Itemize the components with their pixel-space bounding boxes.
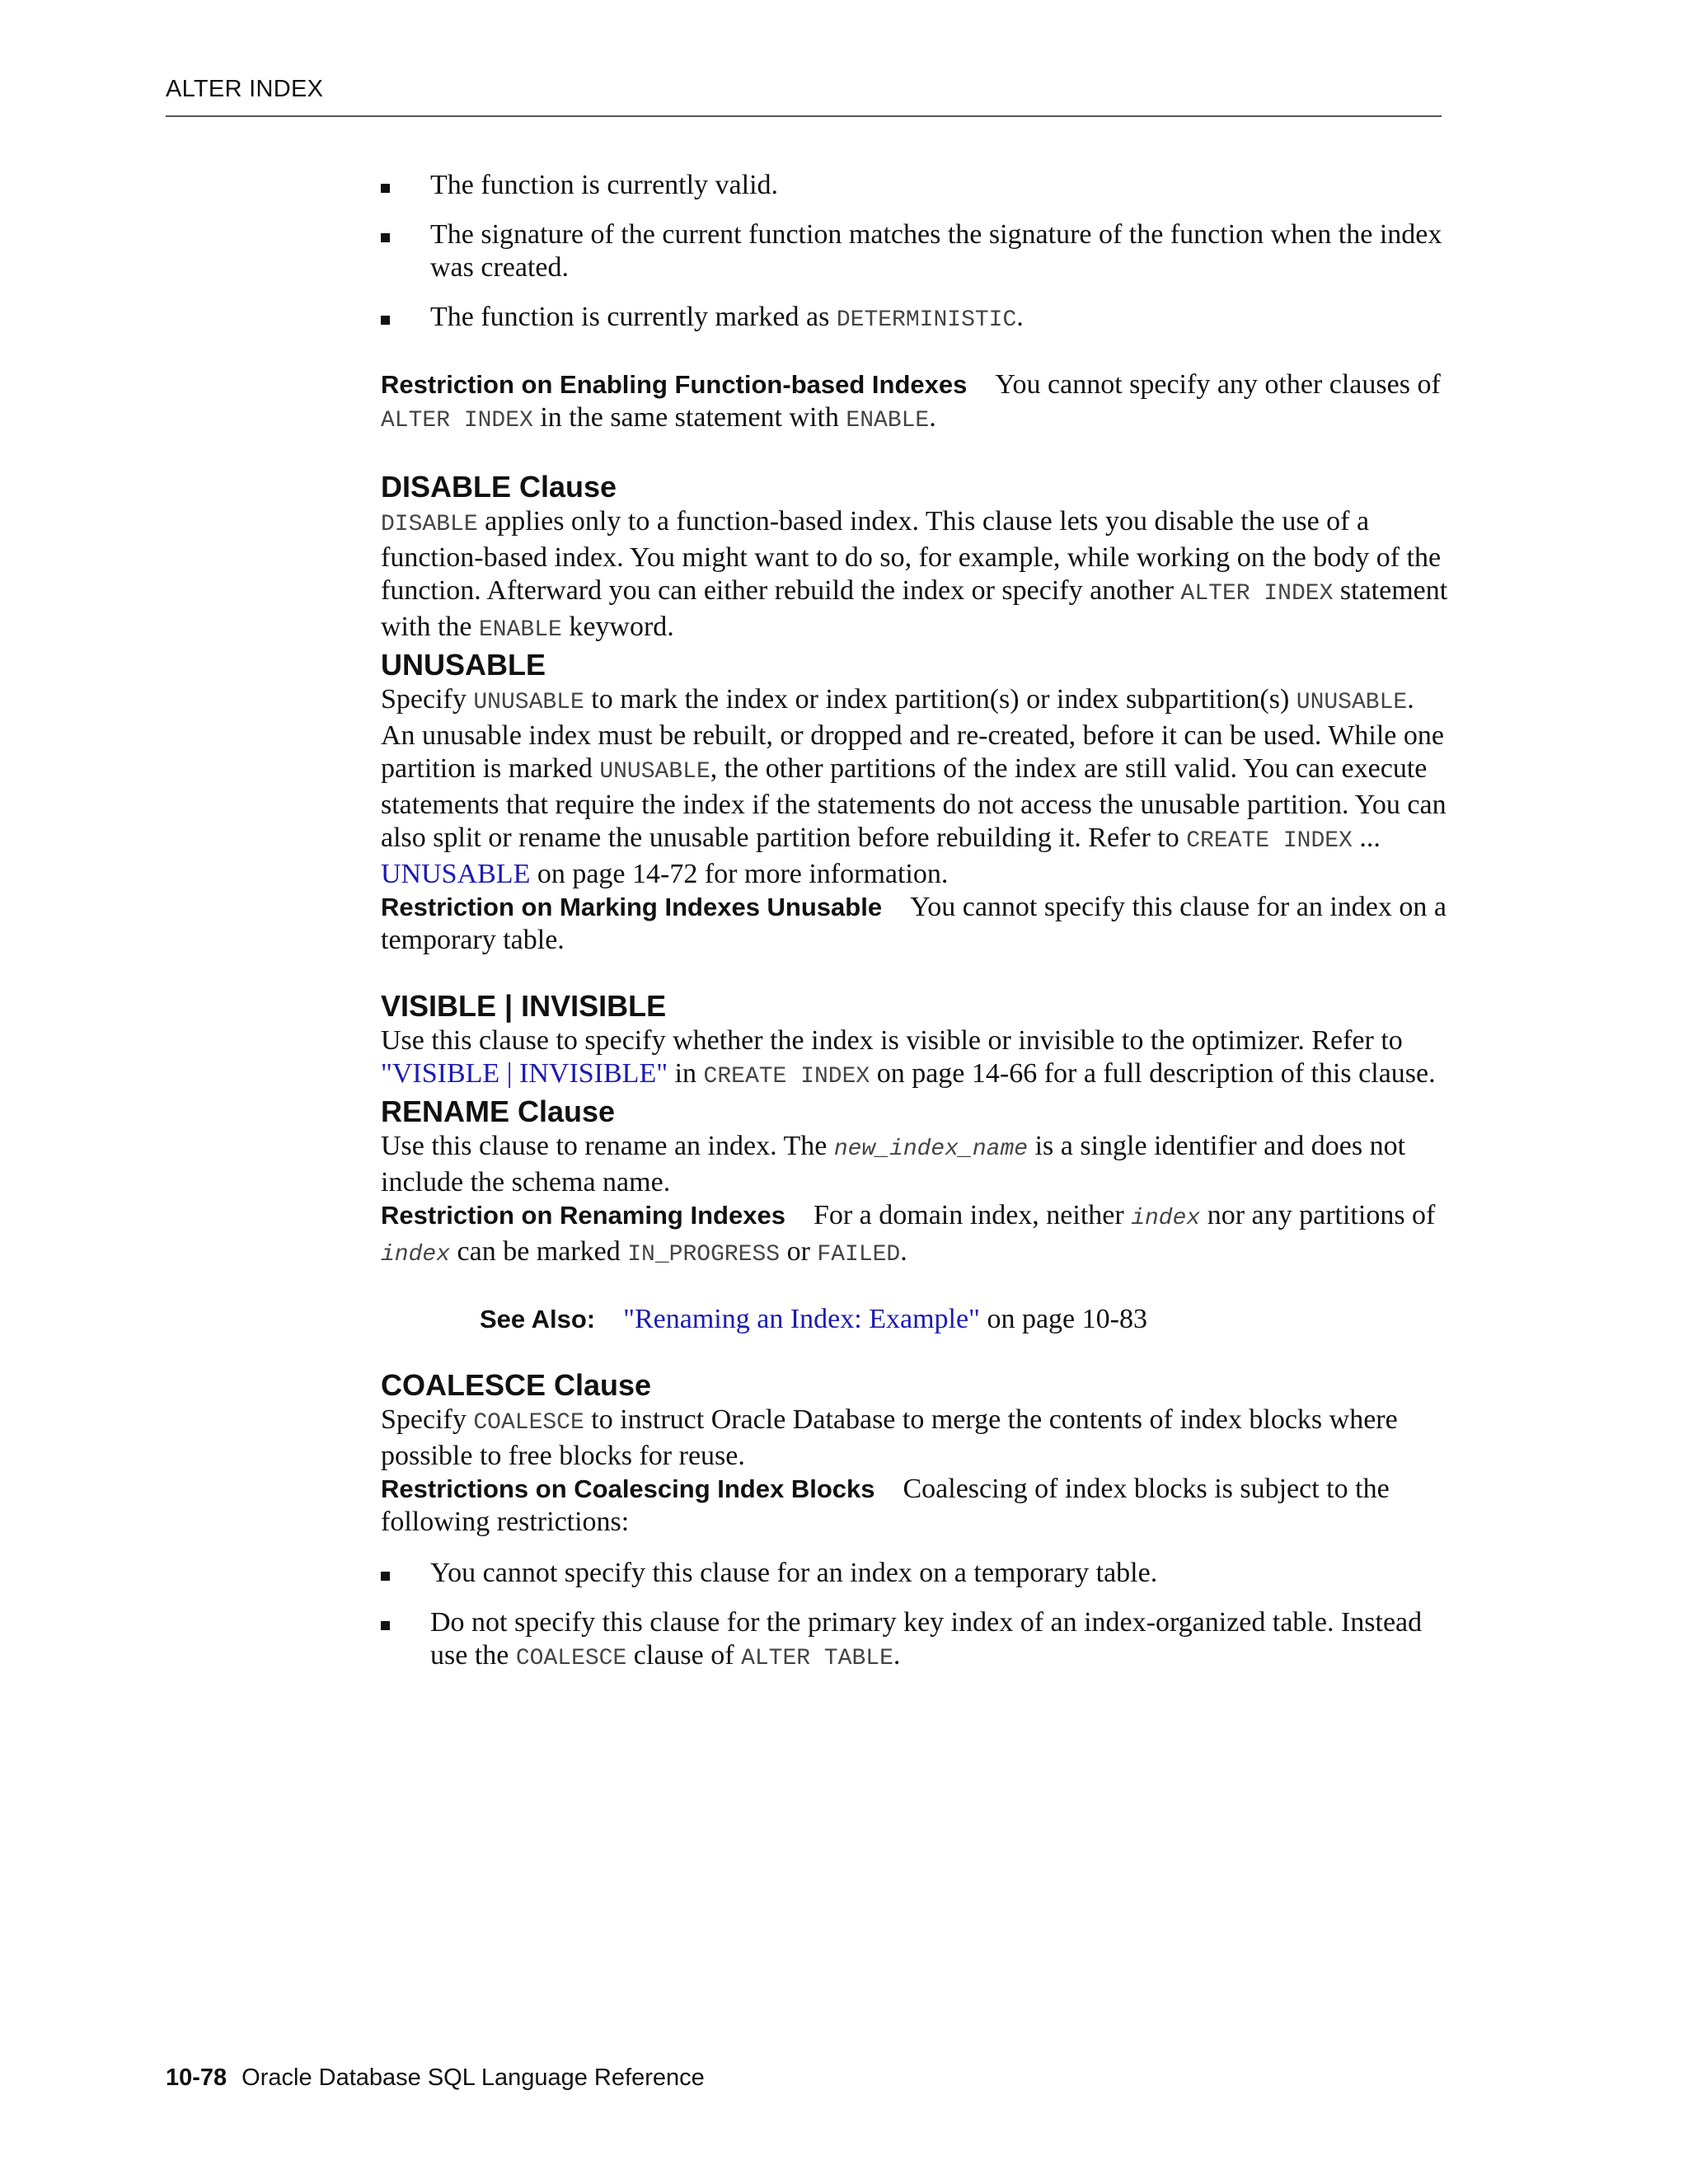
visible-paragraph: Use this clause to specify whether the index is visible or invisible to the optimizer. Refer to "VISIBLE | INVISIBLE" in CREATE INDEX on page 14-66 for a full description of this clause. — [381, 1025, 1436, 1090]
bullet-icon — [381, 1621, 390, 1630]
code-term: COALESCE — [473, 1410, 584, 1436]
code-term: ALTER TABLE — [741, 1646, 893, 1671]
restriction-label: Restriction on Enabling Function-based Indexes — [381, 370, 968, 399]
page-content — [381, 169, 1452, 1692]
list-item: Do not specify this clause for the primary key index of an index-organized table. Instead use the COALESCE clause of ALTER TABLE. — [381, 1606, 1452, 1675]
restriction-unusable-paragraph: Restriction on Marking Indexes Unusable You cannot specify this clause for an index on a temporary table. — [381, 892, 1447, 955]
bullet-list-top — [381, 169, 1452, 337]
section-heading-coalesce: COALESCE Clause — [381, 1368, 652, 1402]
restriction-label: Restriction on Marking Indexes Unusable — [381, 893, 883, 921]
code-term: ENABLE — [478, 617, 562, 643]
code-term: DISABLE — [381, 512, 478, 537]
rename-paragraph: Use this clause to rename an index. The new_index_name is a single identifier and does not include the schema name. — [381, 1131, 1406, 1197]
restriction-enabling-paragraph: Restriction on Enabling Function-based Indexes You cannot specify any other clauses of ALTER INDEX in the same statement with ENABLE. — [381, 369, 1441, 434]
see-also-label: See Also: — [480, 1305, 596, 1333]
code-term: CREATE INDEX — [703, 1064, 870, 1090]
unusable-link[interactable]: UNUSABLE — [381, 859, 531, 889]
code-term: CREATE INDEX — [1186, 828, 1353, 854]
code-term: IN_PROGRESS — [627, 1242, 781, 1268]
section-heading-disable: DISABLE Clause — [381, 470, 617, 504]
code-term: UNUSABLE — [1296, 690, 1408, 715]
restriction-coalesce-paragraph: Restrictions on Coalescing Index Blocks Coalescing of index blocks is subject to the following restrictions: — [381, 1474, 1390, 1537]
code-term: DETERMINISTIC — [836, 307, 1017, 333]
renaming-example-link[interactable]: "Renaming an Index: Example" — [623, 1304, 980, 1334]
code-term: COALESCE — [515, 1646, 627, 1671]
running-header: ALTER INDEX — [166, 76, 324, 102]
section-heading-visible: VISIBLE | INVISIBLE — [381, 989, 667, 1023]
code-term: new_index_name — [833, 1137, 1029, 1162]
section-heading-rename: RENAME Clause — [381, 1094, 616, 1128]
bullet-icon — [381, 233, 390, 242]
header-rule — [166, 115, 1442, 117]
code-term: ENABLE — [846, 408, 930, 434]
bullet-list-bottom — [381, 1557, 1452, 1675]
code-term: FAILED — [817, 1242, 901, 1268]
code-term: index — [1131, 1206, 1201, 1231]
restriction-rename-paragraph: Restriction on Renaming Indexes For a domain index, neither index nor any partitions of index can be marked IN_PROGRESS or FAILED. — [381, 1200, 1436, 1268]
restriction-label: Restrictions on Coalescing Index Blocks — [381, 1474, 875, 1503]
code-term: ALTER INDEX — [1180, 581, 1334, 607]
code-term: index — [381, 1242, 451, 1268]
list-item: The function is currently valid. — [381, 169, 1452, 202]
unusable-paragraph: Specify UNUSABLE to mark the index or index partition(s) or index subpartition(s) UNUSABLE. An unusable index must be rebuilt, or dropped and re-created, before it can be used. While one partition is marked UNUSABLE, the other partitions of the index are still valid. You can execute statements that require the index if the statements do not access the unusable partition. You can also split or rename the unusable partition before rebuilding it. Refer to CREATE INDEX ... UNUSABLE on page 14-72 for more information. — [381, 684, 1447, 889]
book-title: Oracle Database SQL Language Reference — [241, 2064, 705, 2091]
disable-paragraph: DISABLE applies only to a function-based index. This clause lets you disable the use of a function-based index. You might want to do so, for example, while working on the body of the function. Afterward you can either rebuild the index or specify another ALTER INDEX statement with the ENABLE keyword. — [381, 506, 1448, 643]
bullet-icon — [381, 184, 390, 193]
visible-invisible-link[interactable]: "VISIBLE | INVISIBLE" — [381, 1058, 668, 1089]
bullet-icon — [381, 1572, 390, 1581]
page-number: 10-78 — [166, 2064, 227, 2091]
code-term: ALTER INDEX — [381, 408, 533, 434]
restriction-label: Restriction on Renaming Indexes — [381, 1201, 785, 1230]
page-footer — [166, 2064, 705, 2092]
section-heading-unusable: UNUSABLE — [381, 648, 546, 682]
bullet-icon — [381, 316, 390, 325]
see-also-note: See Also: "Renaming an Index: Example" on page 10-83 — [480, 1304, 1147, 1334]
list-item: The function is currently marked as DETERMINISTIC. — [381, 301, 1452, 337]
list-item: The signature of the current function matches the signature of the function when the index was created. — [381, 218, 1452, 284]
code-term: UNUSABLE — [599, 759, 710, 785]
coalesce-paragraph: Specify COALESCE to instruct Oracle Database to merge the contents of index blocks where possible to free blocks for reuse. — [381, 1404, 1398, 1471]
list-item: You cannot specify this clause for an index on a temporary table. — [381, 1557, 1452, 1590]
code-term: UNUSABLE — [473, 690, 584, 715]
